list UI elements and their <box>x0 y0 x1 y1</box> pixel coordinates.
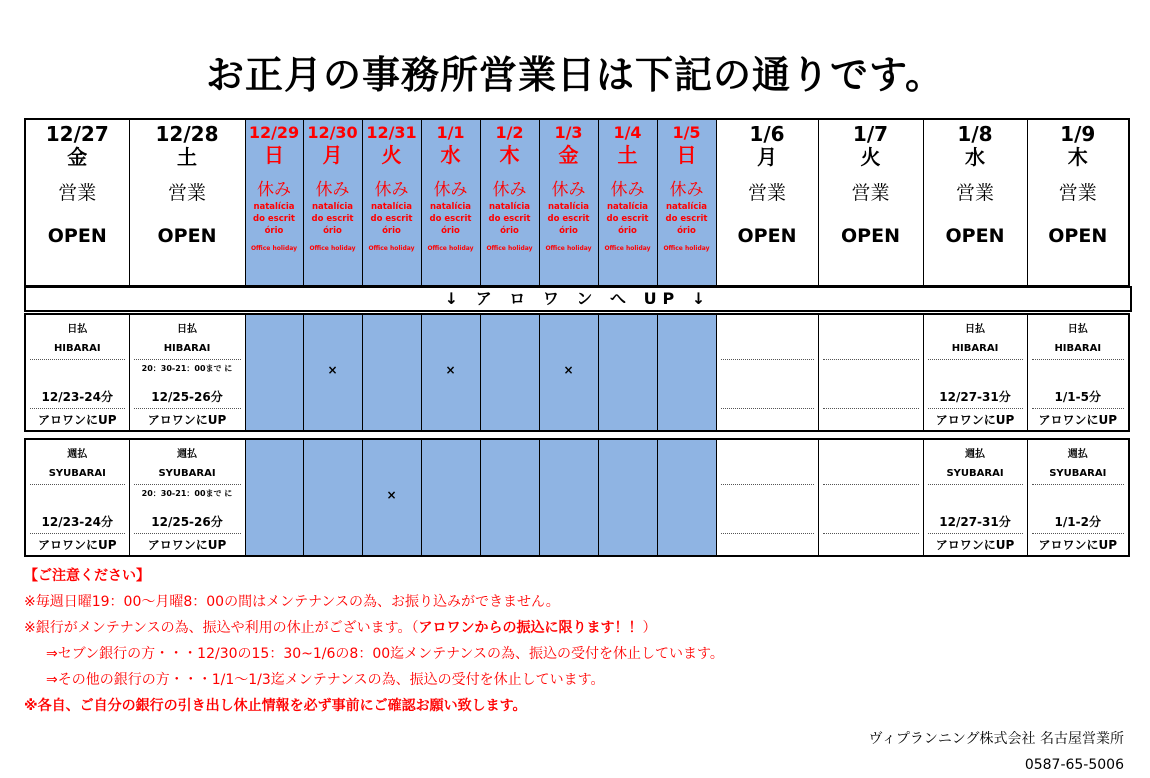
unavailable-mark: × <box>445 363 456 377</box>
payment-range: 12/27-31分 <box>939 390 1011 404</box>
holiday-day-cell <box>539 119 598 286</box>
payment-cell <box>657 314 716 431</box>
holiday-pt-text: do escrit <box>547 214 590 224</box>
holiday-pt-text: natalícia <box>547 202 590 212</box>
day-date: 1/5 <box>672 123 701 142</box>
holiday-pt-text: do escrit <box>370 214 413 224</box>
payment-type-romaji: SYUBARAI <box>946 468 1004 479</box>
payment-type-label: 日払 <box>67 324 88 335</box>
holiday-day-cell <box>598 119 657 286</box>
day-weekday: 日 <box>676 143 697 167</box>
holiday-pt-text: natalícia <box>370 202 413 212</box>
payment-cell <box>818 314 923 431</box>
holiday-en-text: Office holiday <box>368 245 415 252</box>
holiday-en-text: Office holiday <box>486 245 533 252</box>
payment-type-label: 週払 <box>1067 449 1088 460</box>
business-day-cell <box>129 119 245 286</box>
payment-cell-content <box>819 315 923 430</box>
dotted-divider <box>823 533 919 534</box>
dotted-divider <box>1032 359 1125 360</box>
day-date: 12/31 <box>366 123 417 142</box>
holiday-day-cell <box>362 119 421 286</box>
payment-cell-content <box>363 315 421 430</box>
holiday-pt-text: natalícia <box>253 202 295 212</box>
day-status: 営業 <box>955 182 994 204</box>
day-status: 営業 <box>58 182 97 204</box>
holiday-day-cell <box>657 119 716 286</box>
day-date: 12/28 <box>155 122 219 146</box>
business-day-cell <box>923 119 1027 286</box>
payment-type-romaji: SYUBARAI <box>1049 468 1107 479</box>
dotted-divider <box>823 408 919 409</box>
upload-note: アロワンにUP <box>1038 538 1118 552</box>
dotted-divider <box>1032 408 1125 409</box>
holiday-pt-text: do escrit <box>311 214 354 224</box>
day-weekday: 土 <box>617 143 638 167</box>
business-day-table <box>24 118 1130 287</box>
payment-cell <box>480 314 539 431</box>
payment-cell <box>303 314 362 431</box>
payment-type-romaji: HIBARAI <box>53 343 101 354</box>
open-label: OPEN <box>841 225 900 247</box>
holiday-day-cell <box>421 119 480 286</box>
payment-cell-content <box>246 315 303 430</box>
payment-range: 12/23-24分 <box>41 390 113 404</box>
dotted-divider <box>30 533 125 534</box>
dotted-divider <box>928 484 1023 485</box>
day-weekday: 金 <box>558 143 579 167</box>
payment-cell-content <box>304 440 362 555</box>
day-weekday: 月 <box>322 143 343 167</box>
holiday-pt-text: do escrit <box>253 214 295 224</box>
day-status: 休み <box>669 180 704 200</box>
payment-cell-content <box>924 315 1027 430</box>
payment-cell-content <box>717 440 818 555</box>
dotted-divider <box>134 408 241 409</box>
payment-cell <box>923 439 1027 556</box>
payment-cell <box>303 439 362 556</box>
day-status: 営業 <box>851 182 890 204</box>
holiday-pt-text: do escrit <box>429 214 472 224</box>
upload-time: 20：30-21：00まで に <box>141 364 233 373</box>
day-date: 12/27 <box>45 122 109 146</box>
upload-time: 20：30-21：00まで に <box>141 489 233 498</box>
holiday-pt-text: ório <box>618 226 637 236</box>
payment-cell-content <box>924 440 1027 555</box>
dotted-divider <box>721 533 814 534</box>
payment-cell-content <box>481 315 539 430</box>
payment-cell <box>539 439 598 556</box>
payment-cell-content <box>304 315 362 430</box>
holiday-en-text: Office holiday <box>604 245 651 252</box>
holiday-en-text: Office holiday <box>663 245 710 252</box>
payment-cell <box>716 439 818 556</box>
holiday-day-cell <box>245 119 303 286</box>
business-day-cell <box>716 119 818 286</box>
payment-type-romaji: HIBARAI <box>951 343 999 354</box>
dotted-divider <box>823 359 919 360</box>
day-date: 1/6 <box>749 122 785 146</box>
payment-cell <box>923 314 1027 431</box>
dotted-divider <box>1032 484 1125 485</box>
payment-cell <box>245 314 303 431</box>
payment-cell-content <box>540 440 598 555</box>
payment-cell-content <box>363 440 421 555</box>
payment-cell-content <box>717 315 818 430</box>
day-status: 休み <box>610 180 645 200</box>
day-status: 休み <box>492 180 527 200</box>
payment-cell-content <box>422 315 480 430</box>
open-label: OPEN <box>47 225 107 247</box>
weekly-payment-table <box>24 438 1130 557</box>
dotted-divider <box>721 484 814 485</box>
day-weekday: 木 <box>499 143 520 167</box>
upload-note: アロワンにUP <box>147 538 227 552</box>
dotted-divider <box>134 359 241 360</box>
company-name: ヴィプランニング株式会社 名古屋営業所 <box>868 731 1124 747</box>
day-status: 休み <box>315 180 350 200</box>
business-day-cell <box>25 119 129 286</box>
day-date: 12/30 <box>307 123 358 142</box>
payment-range: 1/1-5分 <box>1054 390 1101 404</box>
payment-cell-content <box>819 440 923 555</box>
holiday-en-text: Office holiday <box>427 245 474 252</box>
upload-note: アロワンにUP <box>1038 413 1118 427</box>
payment-cell <box>129 439 245 556</box>
payment-type-label: 日払 <box>177 324 197 335</box>
payment-type-label: 週払 <box>67 449 88 460</box>
day-date: 12/29 <box>248 123 300 142</box>
upload-note: アロワンにUP <box>147 413 227 427</box>
payment-type-label: 日払 <box>1067 324 1088 335</box>
dotted-divider <box>134 533 241 534</box>
payment-cell <box>421 439 480 556</box>
payment-cell <box>362 314 421 431</box>
holiday-pt-text: ório <box>677 226 696 236</box>
day-status: 休み <box>374 180 409 200</box>
payment-range: 12/27-31分 <box>939 515 1011 529</box>
day-weekday: 火 <box>860 145 881 169</box>
footer <box>869 726 1124 778</box>
dotted-divider <box>30 359 125 360</box>
payment-cell-content <box>658 440 716 555</box>
notice-warning: ※各自、ご自分の銀行の引き出し休止情報を必ず事前にご確認お願い致します。 <box>24 698 527 714</box>
holiday-pt-text: ório <box>500 226 519 236</box>
notice-line: ⇒その他の銀行の方・・・1/1～1/3迄メンテナンスの為、振込の受付を休止しています。 <box>46 672 605 688</box>
holiday-pt-text: do escrit <box>488 214 531 224</box>
upload-note: アロワンにUP <box>935 413 1015 427</box>
payment-cell-content <box>130 440 245 555</box>
day-weekday: 火 <box>381 143 402 167</box>
dotted-divider <box>928 408 1023 409</box>
dotted-divider <box>1032 533 1125 534</box>
payment-cell-content <box>26 440 129 555</box>
payment-cell <box>598 314 657 431</box>
day-weekday: 水 <box>440 143 461 167</box>
day-date: 1/3 <box>554 123 583 142</box>
payment-type-label: 日払 <box>965 324 985 335</box>
open-label: OPEN <box>737 225 797 247</box>
day-weekday: 水 <box>965 145 985 169</box>
holiday-pt-text: ório <box>559 226 578 236</box>
payment-cell-content <box>481 440 539 555</box>
notice-line: ⇒セブン銀行の方・・・12/30の15：30~1/6の8：00迄メンテナンスの為、振込の受付を休止しています。 <box>46 646 724 662</box>
day-date: 1/9 <box>1060 122 1096 146</box>
notice-section <box>24 563 1134 719</box>
payment-range: 12/23-24分 <box>41 515 113 529</box>
dotted-divider <box>928 533 1023 534</box>
phone-number: 0587-65-5006 <box>1024 757 1124 773</box>
holiday-pt-text: natalícia <box>311 202 354 212</box>
day-status: 営業 <box>1058 182 1097 204</box>
day-weekday: 日 <box>264 143 284 167</box>
unavailable-mark: × <box>327 363 338 377</box>
day-weekday: 土 <box>177 145 197 169</box>
payment-cell-content <box>130 315 245 430</box>
day-status: 営業 <box>167 182 206 204</box>
upload-note: アロワンにUP <box>935 538 1015 552</box>
dotted-divider <box>30 484 125 485</box>
payment-cell <box>1027 439 1129 556</box>
day-date: 1/2 <box>495 123 524 142</box>
day-weekday: 木 <box>1067 145 1088 169</box>
business-day-cell <box>818 119 923 286</box>
payment-type-label: 週払 <box>177 449 197 460</box>
day-status: 休み <box>433 180 468 200</box>
payment-range: 12/25-26分 <box>151 390 223 404</box>
payment-cell <box>480 439 539 556</box>
holiday-pt-text: ório <box>382 226 401 236</box>
open-label: OPEN <box>157 225 217 247</box>
upload-note: アロワンにUP <box>37 538 117 552</box>
notice-text: ※銀行がメンテナンスの為、振込や利用の休止がございます。（ <box>24 620 419 636</box>
payment-cell <box>362 439 421 556</box>
day-status: 休み <box>257 180 291 200</box>
notice-line <box>24 615 1134 641</box>
payment-cell <box>129 314 245 431</box>
unavailable-mark: × <box>386 488 397 502</box>
payment-cell-content <box>540 315 598 430</box>
holiday-day-cell <box>480 119 539 286</box>
upload-note: アロワンにUP <box>37 413 117 427</box>
holiday-day-cell <box>303 119 362 286</box>
payment-range: 1/1-2分 <box>1054 515 1101 529</box>
payment-type-romaji: HIBARAI <box>1054 343 1102 354</box>
holiday-pt-text: natalícia <box>429 202 472 212</box>
holiday-pt-text: ório <box>323 226 342 236</box>
payment-cell-content <box>246 440 303 555</box>
day-date: 1/4 <box>613 123 642 142</box>
payment-cell-content <box>26 315 129 430</box>
payment-cell-content <box>1028 315 1129 430</box>
payment-cell <box>539 314 598 431</box>
holiday-en-text: Office holiday <box>309 245 356 252</box>
day-status: 休み <box>551 180 586 200</box>
holiday-pt-text: do escrit <box>665 214 708 224</box>
dotted-divider <box>721 359 814 360</box>
payment-cell <box>598 439 657 556</box>
holiday-en-text: Office holiday <box>250 245 298 252</box>
payment-cell <box>818 439 923 556</box>
business-day-cell <box>1027 119 1129 286</box>
notice-text: ） <box>642 620 657 636</box>
open-label: OPEN <box>1048 225 1108 247</box>
payment-type-romaji: SYUBARAI <box>158 468 216 479</box>
unavailable-mark: × <box>563 363 574 377</box>
payment-range: 12/25-26分 <box>151 515 223 529</box>
payment-cell-content <box>599 440 657 555</box>
day-weekday: 月 <box>757 145 777 169</box>
holiday-pt-text: ório <box>441 226 460 236</box>
dotted-divider <box>823 484 919 485</box>
notice-line: ※毎週日曜19：00～月曜8：00の間はメンテナンスの為、お振り込みができません。 <box>24 594 560 610</box>
dotted-divider <box>721 408 814 409</box>
holiday-en-text: Office holiday <box>545 245 592 252</box>
notice-emphasis: アロワンからの振込に限ります！！ <box>418 620 643 636</box>
payment-type-romaji: HIBARAI <box>163 343 211 354</box>
holiday-pt-text: natalícia <box>488 202 531 212</box>
payment-cell <box>1027 314 1129 431</box>
payment-cell <box>657 439 716 556</box>
daily-payment-table <box>24 313 1130 432</box>
payment-cell <box>25 314 129 431</box>
page-title: お正月の事務所営業日は下記の通りです。 <box>206 53 944 97</box>
payment-type-romaji: SYUBARAI <box>48 468 106 479</box>
payment-cell-content <box>1028 440 1129 555</box>
payment-cell-content <box>599 315 657 430</box>
payment-cell-content <box>658 315 716 430</box>
alowan-up-banner: ↓ ア ロ ワ ン へ UP ↓ <box>24 286 1132 312</box>
payment-cell-content <box>422 440 480 555</box>
payment-cell <box>25 439 129 556</box>
day-status: 営業 <box>747 182 786 204</box>
holiday-pt-text: natalícia <box>606 202 649 212</box>
payment-cell <box>245 439 303 556</box>
payment-cell <box>716 314 818 431</box>
holiday-pt-text: ório <box>264 226 284 236</box>
day-date: 1/8 <box>957 122 993 146</box>
day-weekday: 金 <box>67 145 88 169</box>
day-date: 1/1 <box>436 123 465 142</box>
notice-heading: 【ご注意ください】 <box>24 568 150 584</box>
holiday-pt-text: do escrit <box>606 214 649 224</box>
dotted-divider <box>928 359 1023 360</box>
holiday-pt-text: natalícia <box>665 202 708 212</box>
payment-type-label: 週払 <box>965 449 985 460</box>
dotted-divider <box>30 408 125 409</box>
day-date: 1/7 <box>852 122 889 146</box>
open-label: OPEN <box>945 225 1005 247</box>
dotted-divider <box>134 484 241 485</box>
payment-cell <box>421 314 480 431</box>
